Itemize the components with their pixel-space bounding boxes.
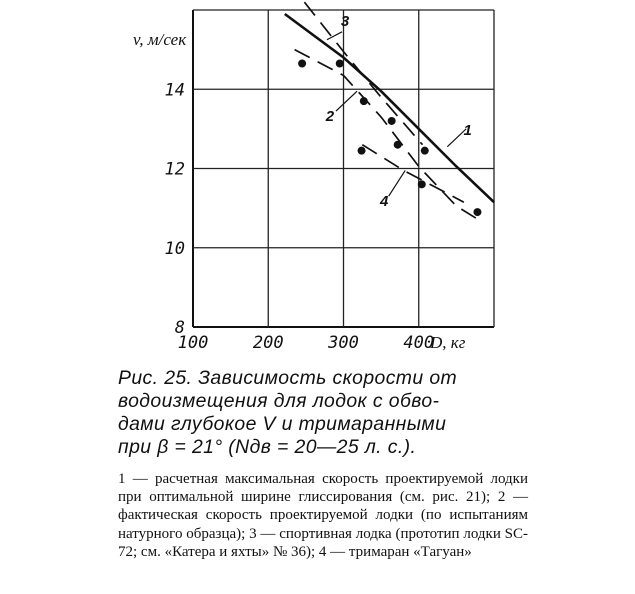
curve-labels: [325, 13, 472, 210]
series-line-3: [304, 2, 422, 145]
caption-line-4: при β = 21° (Nдв = 20—25 л. с.).: [118, 436, 417, 458]
x-tick-label: 200: [252, 333, 284, 353]
caption-line-1: Рис. 25. Зависимость скорости от: [118, 367, 458, 389]
y-tick-label: 12: [164, 159, 185, 180]
figure-caption: [118, 367, 538, 459]
series-line-1: [285, 14, 494, 202]
data-point: [421, 147, 429, 155]
figure-legend: 1 — расчетная максимальная скорость проектируемой лодки при оптимальной ширине глиссирования (см. рис. 21); 2 — фактическая скорость проектируемой лодки (по испытаниям натурного образца); 3 — спортивная лодка (прототип лодки SC-72; см. «Катера и яхты» № 36); 4 — тримаран «Тагуан»: [118, 471, 528, 560]
data-point: [388, 117, 396, 125]
caption-line-2: водоизмещения для лодок с обво-: [118, 390, 440, 412]
x-tick-label: 400: [403, 333, 435, 353]
x-tick-label: 300: [328, 333, 359, 353]
curve-label-3: 3: [340, 12, 350, 30]
caption-line-3: дами глубокое V и тримаранными: [118, 413, 447, 435]
data-points: [298, 59, 481, 216]
y-tick-label: 8: [174, 318, 185, 338]
x-tick-label: 100: [177, 333, 209, 353]
leader-line-2: [336, 91, 357, 111]
data-point: [360, 97, 368, 105]
series-lines: [285, 2, 494, 220]
data-point: [336, 59, 344, 67]
data-point: [418, 180, 426, 188]
curve-label-2: 2: [325, 107, 335, 125]
y-tick-label: 10: [164, 238, 185, 259]
curve-label-4: 4: [379, 193, 389, 211]
series-line-4: [362, 145, 464, 203]
leader-line-4: [389, 170, 406, 196]
data-point: [298, 59, 306, 67]
x-axis-label: D, кг: [430, 333, 466, 352]
y-axis-label: v, м/сек: [133, 30, 187, 49]
curve-label-1: 1: [463, 121, 472, 139]
data-point: [394, 141, 402, 149]
data-point: [358, 147, 366, 155]
y-tick-label: 14: [164, 80, 185, 101]
data-point: [473, 208, 481, 216]
